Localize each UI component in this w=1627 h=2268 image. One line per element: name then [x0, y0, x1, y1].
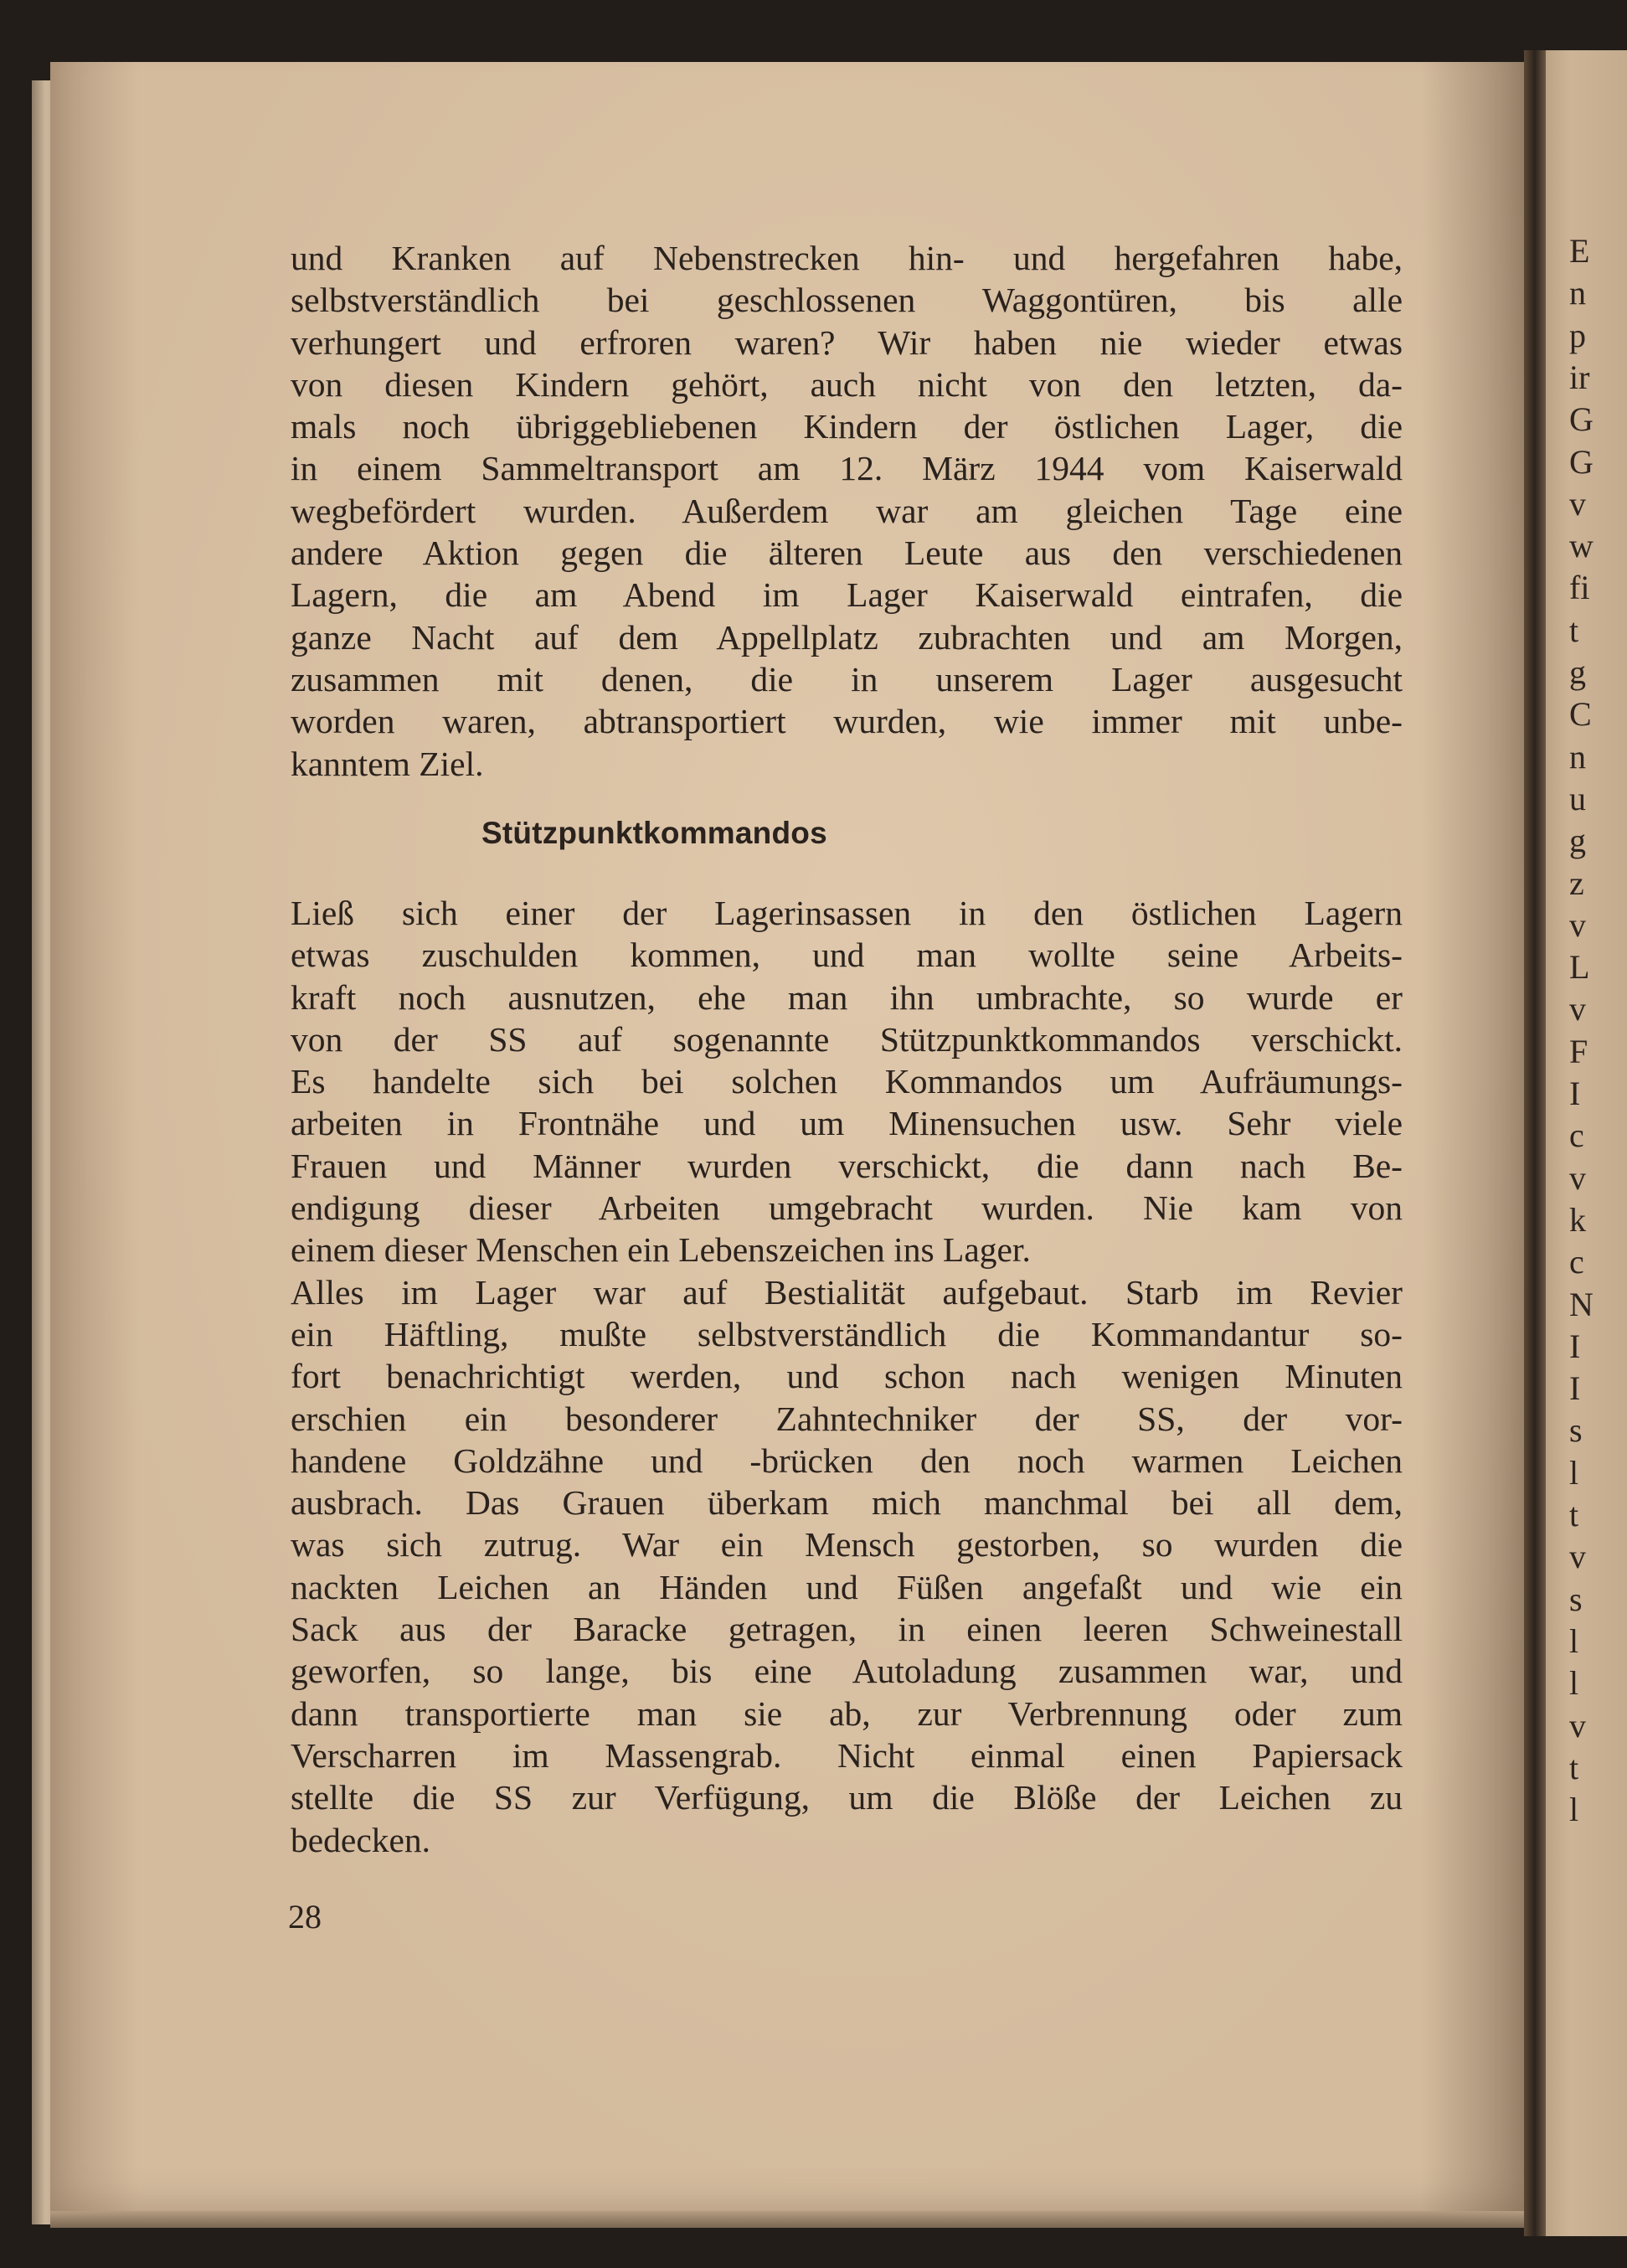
text-line: worden waren, abtransportiert wurden, wie immer mit unbe- [291, 702, 1403, 741]
text-line: Ließ sich einer der Lagerinsassen in den östlichen Lagern [291, 894, 1403, 932]
next-page-fragment: n [1569, 737, 1586, 776]
text-line: Alles im Lager war auf Bestialität aufgebaut. Starb im Revier [291, 1272, 1403, 1312]
next-page-fragment: L [1569, 948, 1590, 987]
next-page-fragment: I [1569, 1369, 1581, 1408]
text-line: stellte die SS zur Verfügung, um die Blöße der Leichen zu [291, 1778, 1403, 1817]
next-page-fragment: v [1569, 990, 1586, 1028]
text-line: kanntem Ziel. [291, 744, 484, 783]
next-page-fragment: g [1569, 822, 1586, 860]
next-page-fragment: I [1569, 1327, 1581, 1365]
next-page-fragment: z [1569, 863, 1584, 902]
text-line: Frauen und Männer wurden verschickt, die dann nach Be- [291, 1146, 1403, 1185]
text-line: Verscharren im Massengrab. Nicht einmal einen Papiersack [291, 1735, 1403, 1775]
text-line: endigung dieser Arbeiten umgebracht wurden. Nie kam von [291, 1188, 1403, 1228]
next-page-fragment: G [1569, 400, 1594, 439]
text-line: geworfen, so lange, bis eine Autoladung zusammen war, und [291, 1652, 1403, 1691]
text-line: Es handelte sich bei solchen Kommandos um Aufräumungs- [291, 1062, 1403, 1101]
next-page-fragment: F [1569, 1032, 1588, 1070]
next-page-fragment: c [1569, 1243, 1584, 1281]
next-page-fragment: C [1569, 695, 1592, 734]
next-page-fragment: v [1569, 484, 1586, 523]
next-page-fragment: fi [1569, 569, 1590, 607]
text-line: ein Häftling, mußte selbstverständlich die Kommandantur so- [291, 1314, 1403, 1353]
text-line: ausbrach. Das Grauen überkam mich manchmal bei all dem, [291, 1483, 1403, 1523]
next-page-fragment: l [1569, 1664, 1579, 1703]
text-line: arbeiten in Frontnähe und um Minensuchen usw. Sehr viele [291, 1104, 1403, 1143]
text-line: einem dieser Menschen ein Lebenszeichen ins Lager. [291, 1230, 1031, 1270]
next-page-fragment: l [1569, 1621, 1579, 1660]
text-line: mals noch übriggebliebenen Kindern der östlichen Lager, die [291, 407, 1403, 446]
paragraph-2 [291, 892, 1403, 1861]
text-line: von diesen Kindern gehört, auch nicht von den letzten, da- [291, 364, 1403, 404]
next-page-fragment: t [1569, 1496, 1579, 1533]
text-line: fort benachrichtigt werden, und schon nach wenigen Minuten [291, 1357, 1403, 1396]
text-line: dann transportierte man sie ab, zur Verbrennung oder zum [291, 1693, 1403, 1733]
section-heading: Stützpunktkommandos [481, 816, 827, 850]
next-page-edge [1546, 50, 1627, 2236]
text-line: zusammen mit denen, die in unserem Lager ausgesucht [291, 659, 1403, 698]
text-line: handene Goldzähne und -brücken den noch warmen Leichen [291, 1441, 1403, 1480]
text-line: Sack aus der Baracke getragen, in einen leeren Schweinestall [291, 1610, 1403, 1649]
next-page-fragment: v [1569, 905, 1586, 944]
next-page-fragment: k [1569, 1200, 1586, 1239]
next-page-fragment: c [1569, 1116, 1584, 1155]
next-page-fragment: p [1569, 316, 1586, 354]
next-page-fragment: N [1569, 1285, 1594, 1323]
text-line: wegbefördert wurden. Außerdem war am gleichen Tage eine [291, 491, 1403, 530]
next-page-fragment: E [1569, 232, 1590, 270]
next-page-fragment: l [1569, 1453, 1579, 1492]
next-page-fragment: u [1569, 779, 1586, 817]
text-line: selbstverständlich bei geschlossenen Waggontüren, bis alle [291, 281, 1403, 320]
next-page-fragment: t [1569, 611, 1579, 649]
text-line: andere Aktion gegen die älteren Leute aus den verschiedenen [291, 533, 1403, 573]
next-page-fragment: v [1569, 1538, 1586, 1576]
page-bottom-edge [50, 2211, 1524, 2228]
text-line: von der SS auf sogenannte Stützpunktkommandos verschickt. [291, 1019, 1403, 1059]
book-gutter [1524, 50, 1546, 2236]
text-line: erschien ein besonderer Zahntechniker der SS, der vor- [291, 1399, 1403, 1438]
text-line: verhungert und erfroren waren? Wir haben nie wieder etwas [291, 322, 1403, 362]
text-line: Lagern, die am Abend im Lager Kaiserwald eintrafen, die [291, 575, 1403, 615]
text-line: kraft noch ausnutzen, ehe man ihn umbrachte, so wurde er [291, 977, 1403, 1017]
next-page-fragment: g [1569, 653, 1586, 691]
next-page-fragment: n [1569, 274, 1586, 312]
text-line: nackten Leichen an Händen und Füßen angefaßt und wie ein [291, 1567, 1403, 1606]
text-line: was sich zutrug. War ein Mensch gestorben, so wurden die [291, 1525, 1403, 1564]
next-page-fragment: s [1569, 1411, 1583, 1450]
next-page-fragment: l [1569, 1791, 1579, 1829]
text-line: etwas zuschulden kommen, und man wollte seine Arbeits- [291, 936, 1403, 975]
next-page-fragment: v [1569, 1706, 1586, 1745]
next-page-fragment: w [1569, 527, 1594, 565]
next-page-fragment: G [1569, 442, 1594, 481]
next-page-fragment: ir [1569, 358, 1590, 396]
next-page-fragment: I [1569, 1075, 1581, 1112]
text-line: ganze Nacht auf dem Appellplatz zubrachten und am Morgen, [291, 617, 1403, 657]
text-line: in einem Sammeltransport am 12. März 1944 vom Kaiserwald [291, 449, 1403, 488]
text-line: und Kranken auf Nebenstrecken hin- und hergefahren habe, [291, 239, 1403, 277]
paragraph-1 [291, 237, 1403, 785]
next-page-fragment: t [1569, 1748, 1579, 1786]
text-line: bedecken. [291, 1820, 431, 1859]
page-number: 28 [288, 1898, 322, 1936]
next-page-fragment: s [1569, 1580, 1583, 1618]
next-page-fragment: v [1569, 1158, 1586, 1197]
